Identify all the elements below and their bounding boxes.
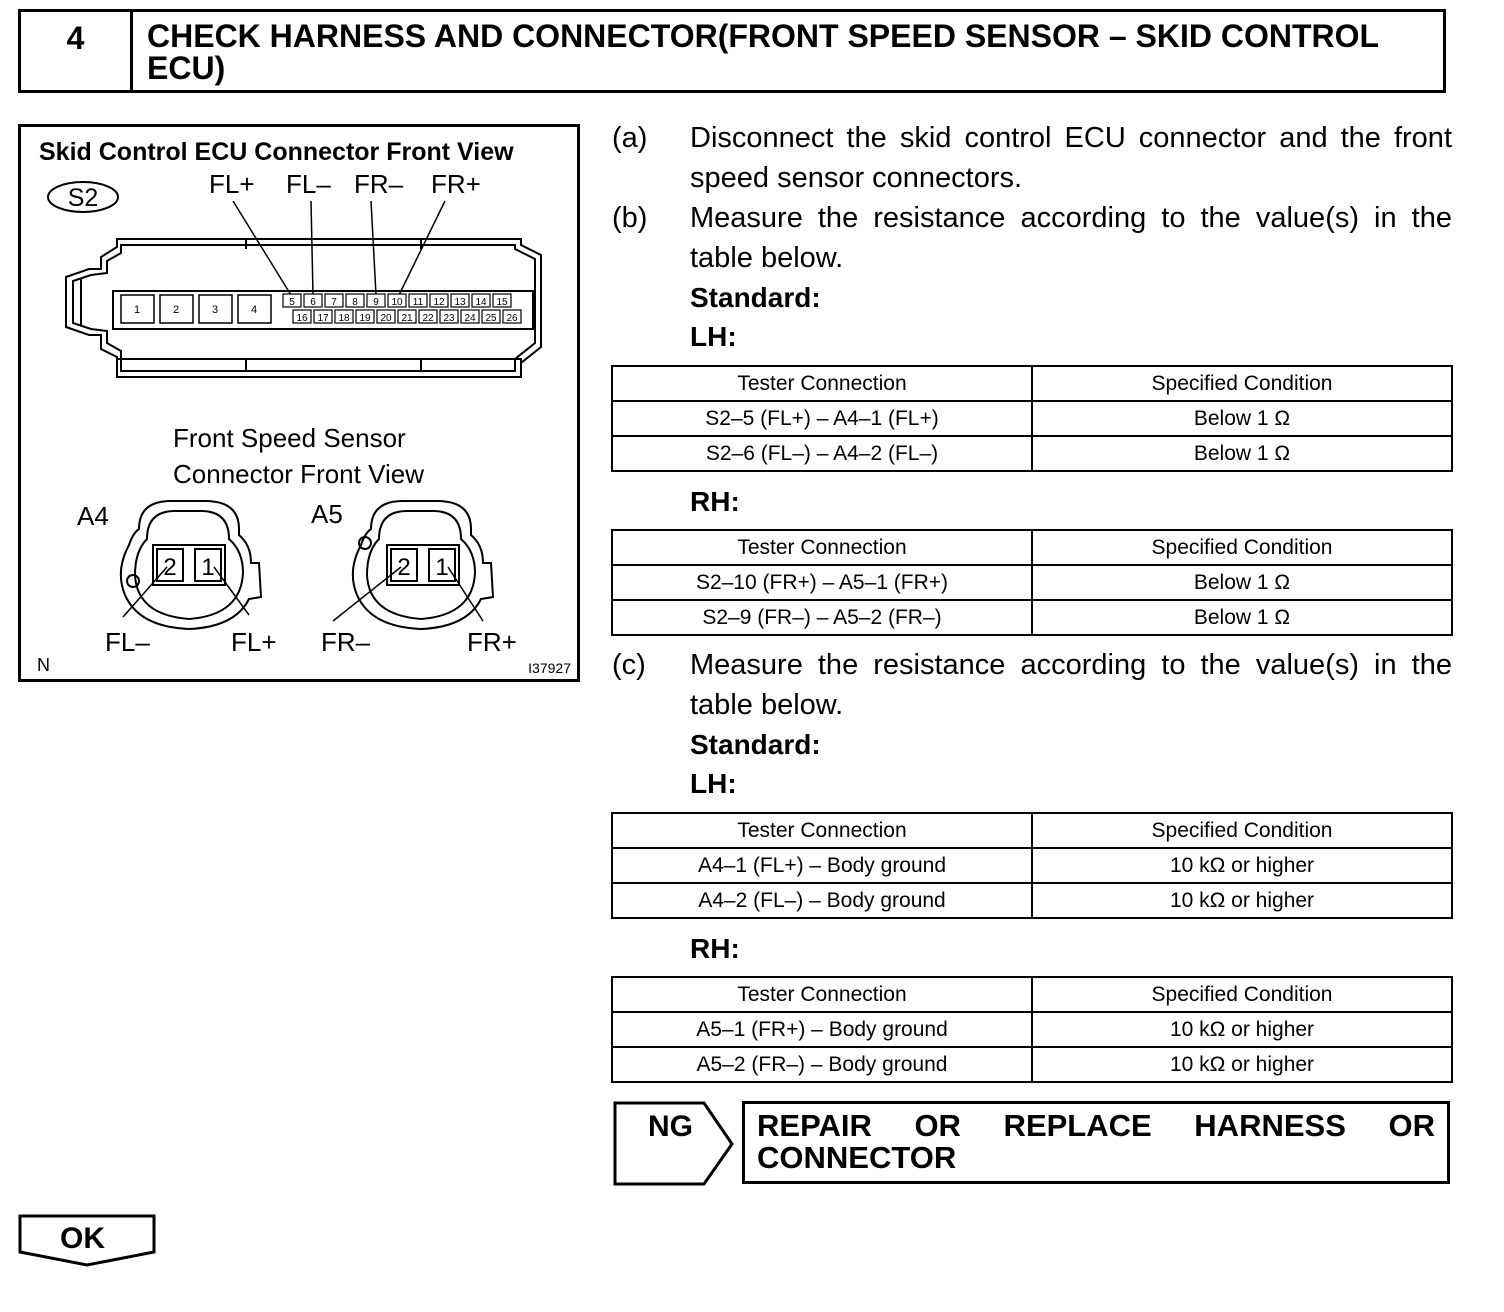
col-tester-connection: Tester Connection [612,366,1032,401]
tester-connection-cell: S2–5 (FL+) – A4–1 (FL+) [612,401,1032,436]
table-b-rh [611,529,1453,636]
figure-corner-mark: N [37,655,50,675]
tester-connection-cell: S2–10 (FR+) – A5–1 (FR+) [612,565,1032,600]
step-header [18,9,1446,93]
s2-code: S2 [67,184,99,212]
step-c-text: Measure the resistance according to the value(s) in the table below. [690,649,1452,721]
table-row [612,401,1452,436]
ecu-pin-8: 8 [352,297,358,308]
tester-connection-cell: S2–6 (FL–) – A4–2 (FL–) [612,436,1032,471]
ecu-pin-3: 3 [211,304,219,316]
ecu-pin-24: 24 [464,313,476,324]
ok-label: OK [60,1222,105,1255]
step-number: 4 [21,12,133,90]
col-tester-connection: Tester Connection [612,530,1032,565]
ecu-pin-15: 15 [496,297,508,308]
specified-condition-cell: 10 kΩ or higher [1032,848,1452,883]
table-row [612,883,1452,918]
ng-label: NG [648,1110,693,1143]
ecu-pin-20: 20 [380,313,392,324]
step-b-text: Measure the resistance according to the value(s) in the table below. [690,202,1452,274]
ecu-pin-5: 5 [289,297,295,308]
step-b-lh-heading: LH: [690,321,737,352]
connector-diagram [21,127,577,679]
step-a-text: Disconnect the skid control ECU connector and the front speed sensor connectors. [690,122,1452,194]
step-c-label: (c) [612,649,646,681]
a4-label-fl-minus: FL– [105,627,150,657]
ecu-pin-25: 25 [485,313,497,324]
a5-code: A5 [311,499,343,529]
specified-condition-cell: 10 kΩ or higher [1032,1012,1452,1047]
ng-action [757,1110,1435,1174]
a5-label-fr-plus: FR+ [467,627,517,657]
table-row [612,600,1452,635]
table-header-row [612,366,1452,401]
figure-title: Skid Control ECU Connector Front View [39,138,514,166]
tester-connection-cell: A4–1 (FL+) – Body ground [612,848,1032,883]
step-b-standard: Standard: [690,282,821,313]
table-header-row [612,977,1452,1012]
col-tester-connection: Tester Connection [612,977,1032,1012]
ng-action-line1: REPAIR OR REPLACE HARNESS OR [757,1108,1435,1143]
ecu-pin-6: 6 [310,297,316,308]
ng-action-line2: CONNECTOR [757,1140,957,1175]
step-a-label: (a) [612,122,648,154]
ecu-pin-16: 16 [296,313,308,324]
col-specified-condition: Specified Condition [1032,366,1452,401]
ecu-pin-7: 7 [331,297,337,308]
step-c [612,645,1452,725]
step-c-rh-heading: RH: [690,933,740,964]
ecu-pin-10: 10 [391,297,403,308]
ecu-large-pins [121,295,271,323]
ecu-label-fr-minus: FR– [354,169,404,199]
table-c-rh [611,976,1453,1083]
tester-connection-cell: S2–9 (FR–) – A5–2 (FR–) [612,600,1032,635]
table-b-lh [611,365,1453,472]
a4-code: A4 [77,501,109,531]
ng-action-box [742,1101,1450,1184]
col-specified-condition: Specified Condition [1032,530,1452,565]
a4-pin-2-number: 2 [163,554,177,581]
a4-label-fl-plus: FL+ [231,627,277,657]
table-row [612,565,1452,600]
ecu-pin-26: 26 [506,313,518,324]
step-c-standard: Standard: [690,729,821,760]
step-title: CHECK HARNESS AND CONNECTOR(FRONT SPEED SENSOR – SKID CONTROL ECU) [147,18,1379,86]
table-header-row [612,530,1452,565]
col-specified-condition: Specified Condition [1032,977,1452,1012]
sensor-title-line2: Connector Front View [173,459,424,489]
ecu-pin-22: 22 [422,313,434,324]
a4-pin-1-number: 1 [201,554,215,581]
table-row [612,436,1452,471]
figure-id: I37927 [528,660,571,676]
ecu-leader-lines [233,201,445,295]
col-tester-connection: Tester Connection [612,813,1032,848]
ecu-pin-23: 23 [443,313,455,324]
specified-condition-cell: Below 1 Ω [1032,600,1452,635]
ecu-pin-13: 13 [454,297,466,308]
ecu-pin-19: 19 [359,313,371,324]
step-b-label: (b) [612,202,648,234]
step-a [612,118,1452,198]
specified-condition-cell: Below 1 Ω [1032,436,1452,471]
ecu-label-fl-plus: FL+ [209,169,255,199]
table-c-lh [611,812,1453,919]
sensor-title-line1: Front Speed Sensor [173,423,406,453]
tester-connection-cell: A5–2 (FR–) – Body ground [612,1047,1032,1082]
ecu-pin-14: 14 [475,297,487,308]
table-row [612,848,1452,883]
ecu-pin-18: 18 [338,313,350,324]
ecu-pin-21: 21 [401,313,413,324]
ecu-pin-1: 1 [133,304,141,316]
ecu-pin-17: 17 [317,313,329,324]
a5-pin-1-number: 1 [435,554,449,581]
tester-connection-cell: A4–2 (FL–) – Body ground [612,883,1032,918]
table-row [612,1012,1452,1047]
step-b [612,198,1452,278]
ecu-pin-2: 2 [172,304,180,316]
connector-figure [18,124,580,682]
col-specified-condition: Specified Condition [1032,813,1452,848]
specified-condition-cell: 10 kΩ or higher [1032,1047,1452,1082]
a5-label-fr-minus: FR– [321,627,371,657]
ecu-label-fl-minus: FL– [286,169,331,199]
ecu-label-fr-plus: FR+ [431,169,481,199]
a5-pin-2-number: 2 [397,554,411,581]
table-row [612,1047,1452,1082]
ecu-pin-9: 9 [373,297,379,308]
ecu-pin-11: 11 [412,297,424,308]
tester-connection-cell: A5–1 (FR+) – Body ground [612,1012,1032,1047]
specified-condition-cell: Below 1 Ω [1032,401,1452,436]
specified-condition-cell: Below 1 Ω [1032,565,1452,600]
step-b-rh-heading: RH: [690,486,740,517]
step-c-lh-heading: LH: [690,768,737,799]
specified-condition-cell: 10 kΩ or higher [1032,883,1452,918]
table-header-row [612,813,1452,848]
ecu-pin-12: 12 [433,297,445,308]
ecu-pin-4: 4 [250,304,258,316]
